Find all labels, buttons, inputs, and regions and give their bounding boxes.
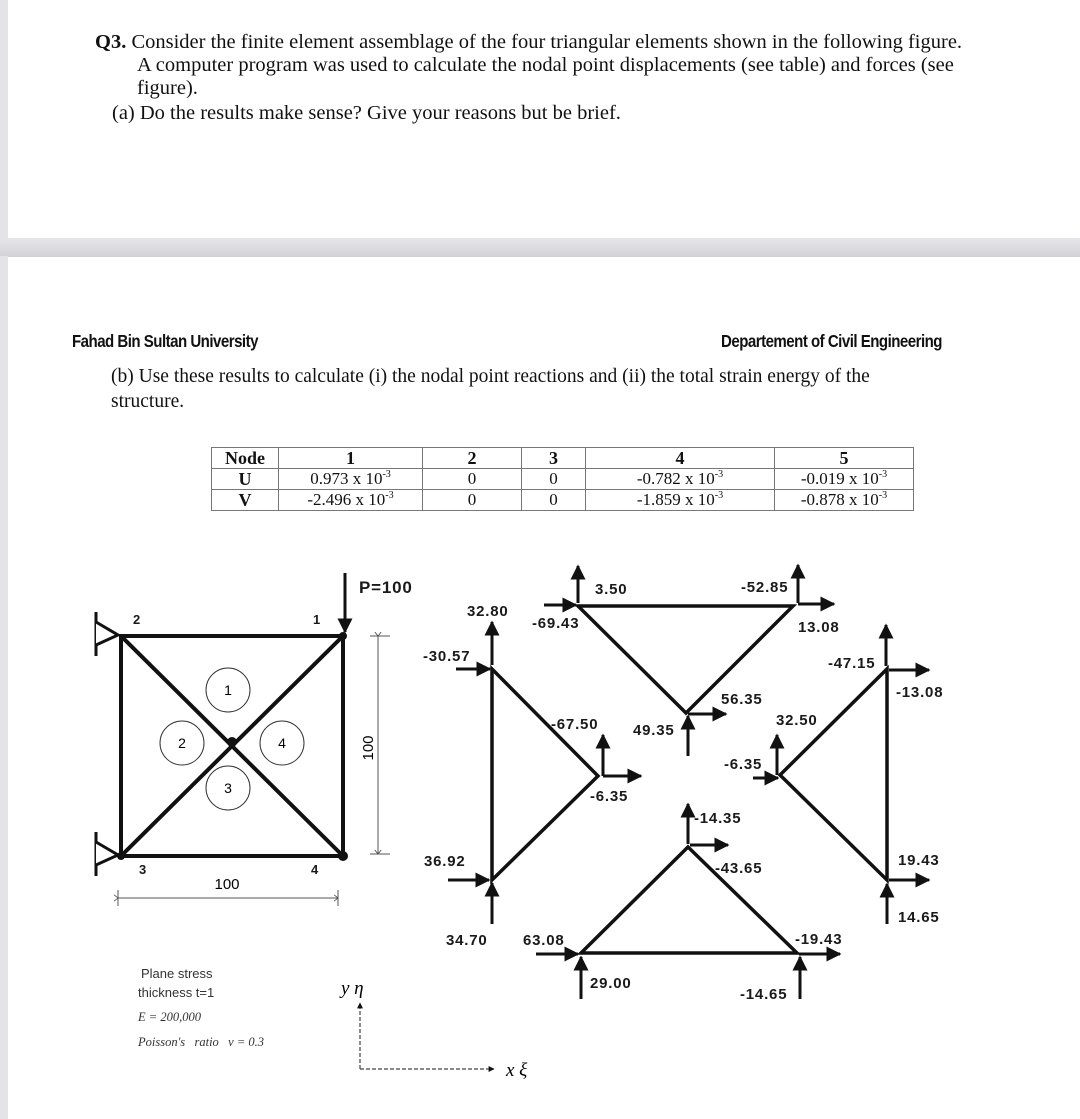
force-label: -6.35 (590, 788, 629, 805)
row-label: U (212, 469, 279, 490)
header-node-1: 1 (279, 448, 423, 469)
node-label-1: 1 (313, 612, 322, 627)
question-line-2: A computer program was used to calculate the nodal point displacements (see table) and forces (see (137, 54, 954, 76)
material-line-3: E = 200,000 (138, 1010, 201, 1024)
force-label: -69.43 (532, 615, 580, 632)
node-label-2: 2 (133, 612, 142, 627)
force-label: -14.65 (740, 986, 788, 1003)
element-2-triangle (492, 669, 598, 880)
table-cell: 0 (522, 469, 586, 490)
center-node-5 (227, 737, 237, 747)
force-label: 32.80 (467, 603, 509, 620)
width-dimension: 100 (214, 876, 240, 893)
dimension-lines (118, 636, 390, 906)
element-label-2: 2 (178, 735, 186, 751)
row-label: V (212, 490, 279, 511)
table-cell: 0 (423, 490, 522, 511)
department-name: Departement of Civil Engineering (721, 331, 942, 351)
question-line-1: Q3. Consider the finite element assemblage of the four triangular elements shown in the following figure. (95, 31, 963, 53)
force-label: 63.08 (523, 932, 565, 949)
height-dimension: 100 (360, 735, 377, 761)
header-node: Node (212, 448, 279, 469)
material-line-4: Poisson's ratio v = 0.3 (138, 1035, 265, 1049)
force-label: 34.70 (446, 932, 488, 949)
force-label: 49.35 (633, 722, 675, 739)
header-node-2: 2 (423, 448, 522, 469)
pin-support-icon (96, 832, 118, 876)
force-label: -67.50 (551, 716, 599, 733)
force-label: 14.65 (898, 909, 940, 926)
force-label: 32.50 (776, 712, 818, 729)
table-cell: -1.859 x $10^{-3}$ (586, 490, 775, 511)
element-4-triangle (780, 669, 887, 880)
force-label: -47.15 (828, 655, 876, 672)
element-3-triangle (581, 847, 797, 953)
element-label-4: 4 (278, 735, 286, 751)
table-cell: -0.782 x $10^{-3}$ (586, 469, 775, 490)
force-label: -19.43 (795, 931, 843, 948)
material-line-1: Plane stress (141, 966, 213, 981)
header-node-3: 3 (522, 448, 586, 469)
force-arrows (448, 565, 929, 999)
node-label-3: 3 (139, 862, 148, 877)
force-label: 29.00 (590, 975, 632, 992)
university-name: Fahad Bin Sultan University (72, 331, 258, 351)
y-axis-label: y η (341, 978, 364, 999)
force-label: 56.35 (721, 691, 763, 708)
x-axis-label: x ξ (506, 1060, 528, 1081)
question-number: Q3. (95, 31, 127, 53)
header-node-5: 5 (775, 448, 914, 469)
table-cell: -2.496 x $10^{-3}$ (279, 490, 423, 511)
force-label: -43.65 (715, 860, 763, 877)
force-label: -52.85 (741, 579, 789, 596)
force-label: 36.92 (424, 853, 466, 870)
table-cell: -0.878 x $10^{-3}$ (775, 490, 914, 511)
force-label: -14.35 (694, 810, 742, 827)
part-b-line-2: structure. (111, 391, 185, 412)
force-label: -30.57 (423, 648, 471, 665)
force-label: 3.50 (595, 581, 628, 598)
load-label: P=100 (359, 578, 413, 597)
force-label: -6.35 (724, 756, 763, 773)
part-b-line-1: (b) Use these results to calculate (i) the nodal point reactions and (ii) the total strain energy of the (111, 366, 870, 387)
force-label: 19.43 (898, 852, 940, 869)
table-cell: -0.019 x $10^{-3}$ (775, 469, 914, 490)
element-label-1: 1 (224, 682, 232, 698)
question-part-a: (a) Do the results make sense? Give your reasons but be brief. (112, 102, 621, 124)
force-label: 13.08 (798, 619, 840, 636)
force-label: -13.08 (896, 684, 944, 701)
pin-support-icon (96, 612, 118, 656)
node-label-4: 4 (311, 862, 320, 877)
table-cell: 0 (522, 490, 586, 511)
table-cell: 0.973 x $10^{-3}$ (279, 469, 423, 490)
material-line-2: thickness t=1 (138, 985, 215, 1000)
node-4-dot (338, 851, 348, 861)
node-1-dot (339, 632, 347, 640)
table-cell: 0 (423, 469, 522, 490)
header-node-4: 4 (586, 448, 775, 469)
element-label-3: 3 (224, 780, 232, 796)
coordinate-axes (360, 1003, 494, 1069)
question-line-3: figure). (137, 77, 198, 99)
